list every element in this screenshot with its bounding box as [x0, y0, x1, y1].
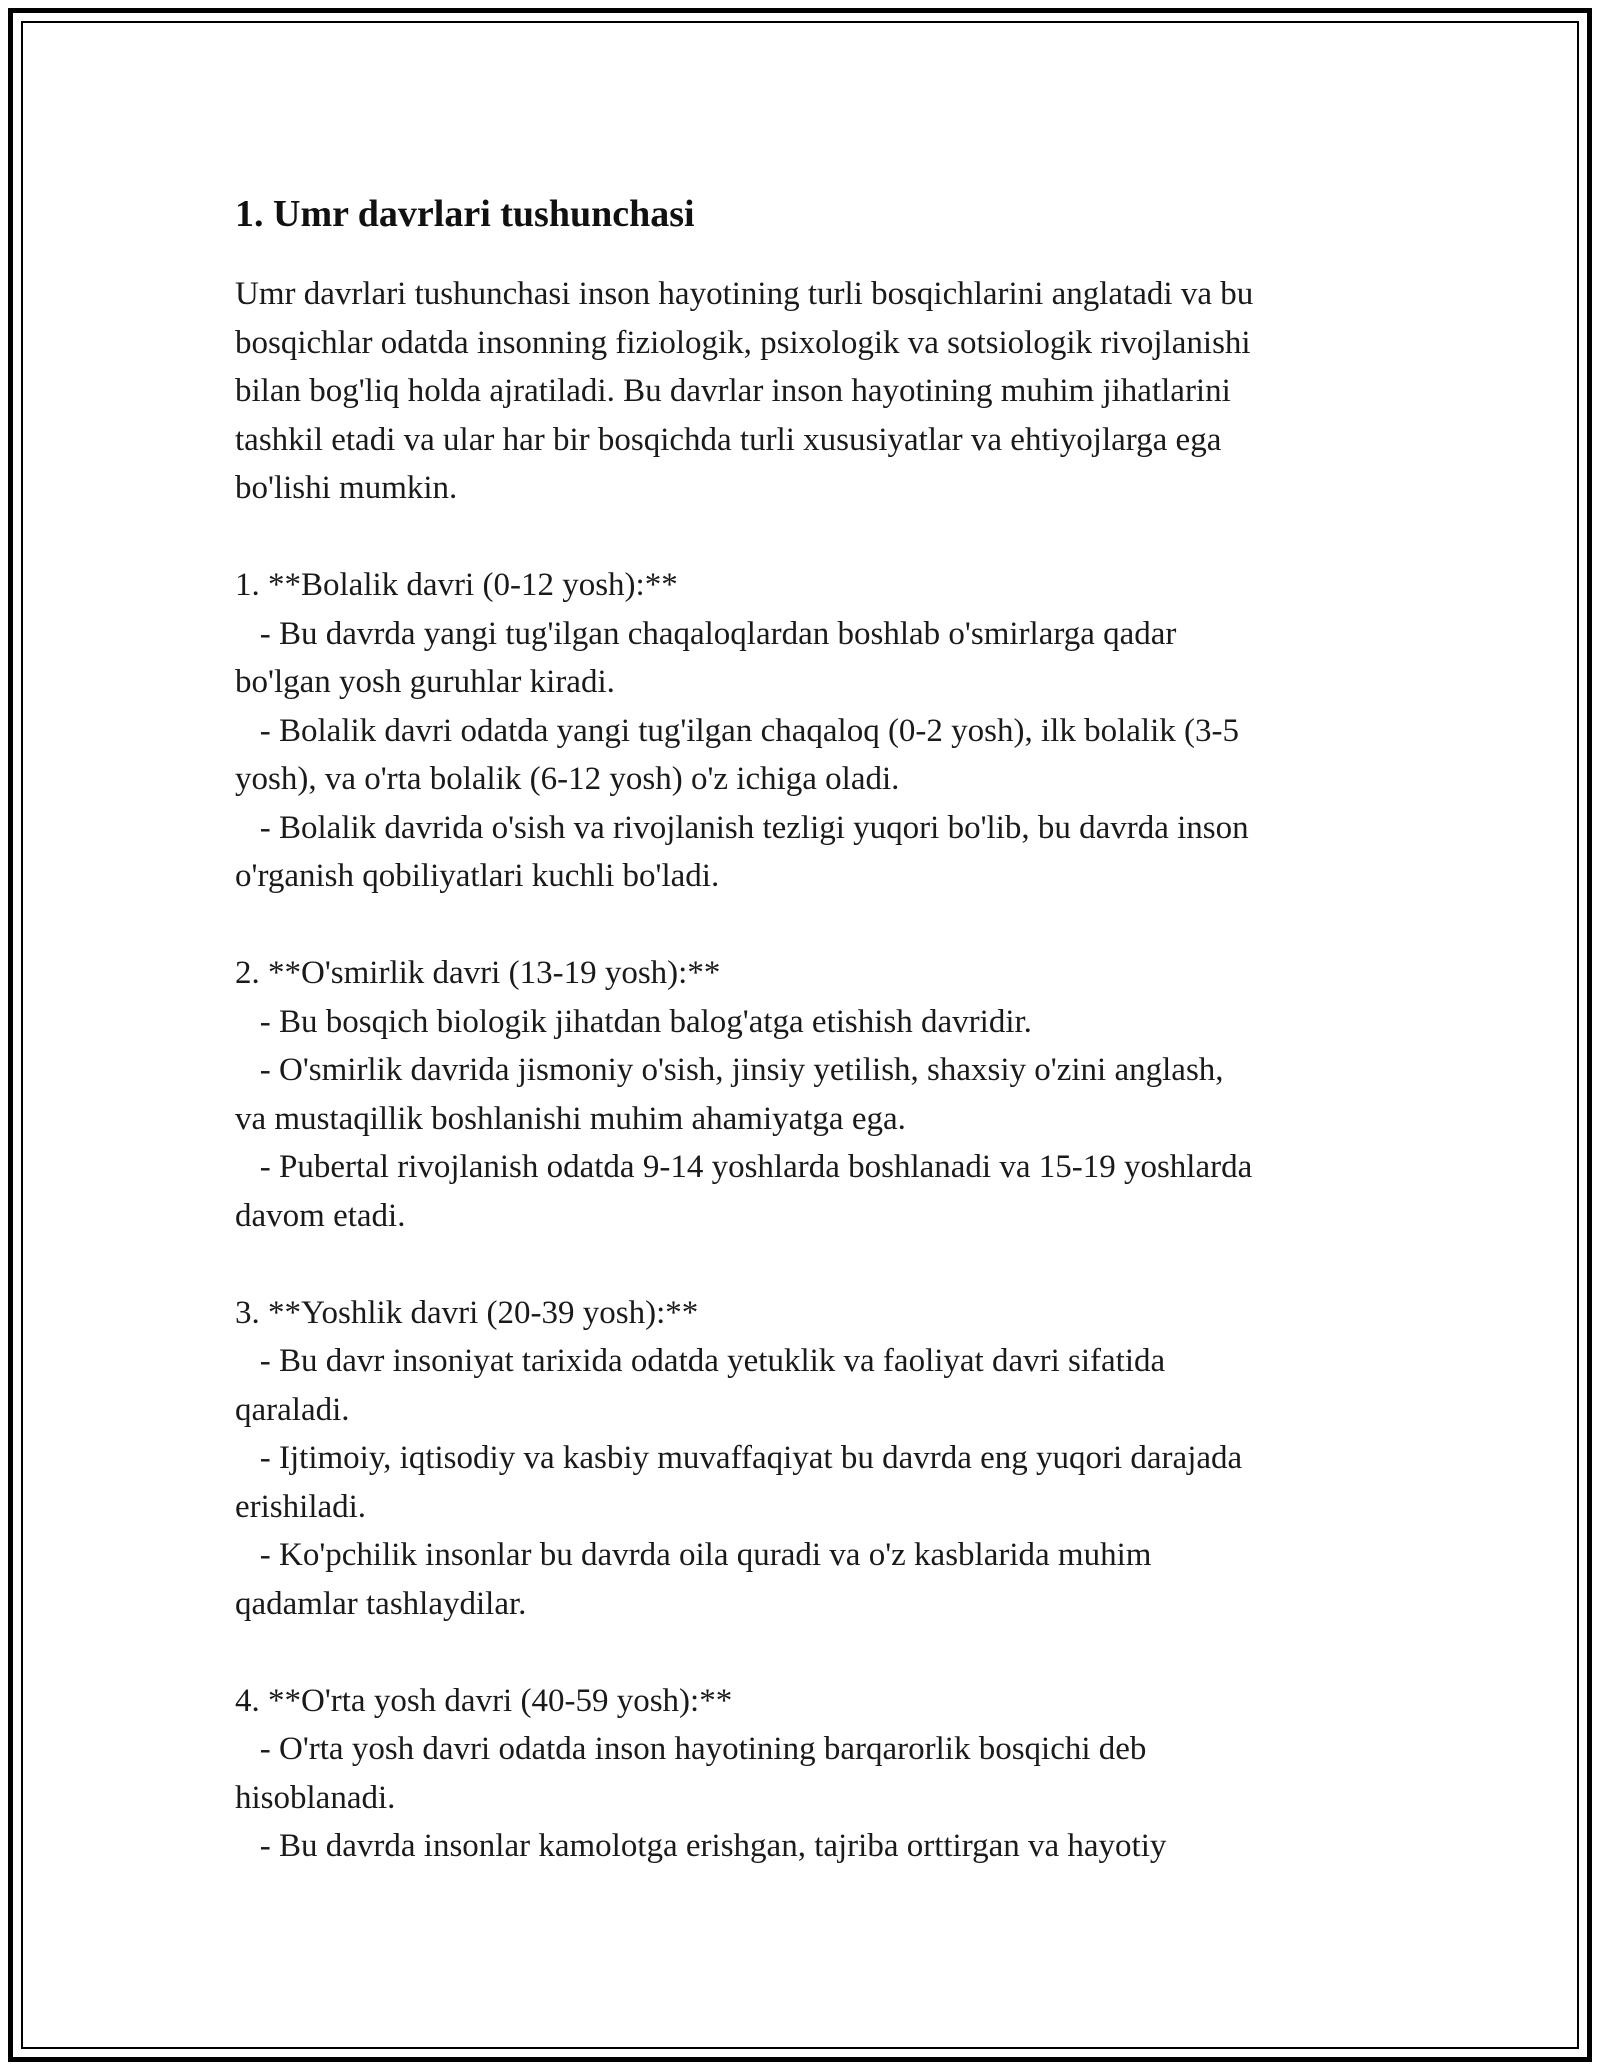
page-title: 1. Umr davrlari tushunchasi: [235, 193, 695, 235]
body-text: Umr davrlari tushunchasi inson hayotining turli bosqichlarini anglatadi va bu bosqichlar odatda insonning fiziologik, psixologik va sotsiologik rivojlanishi bilan bog'liq holda ajratiladi. Bu davrlar inson hayotining muhim jihatlarini tashkil etadi va ular har bir bosqichda turli xususiyatlar va ehtiyojlarga ega bo'lishi mumkin. 1. **Bolalik davri (0-12 yosh):** - Bu davrda yangi tug'ilgan chaqaloqlardan boshlab o'smirlarga qadar bo'lgan yosh guruhlar kiradi. - Bolalik davri odatda yangi tug'ilgan chaqaloq (0-2 yosh), ilk bolalik (3-5 yosh), va o'rta bolalik (6-12 yosh) o'z ichiga oladi. - Bolalik davrida o'sish va rivojlanish tezligi yuqori bo'lib, bu davrda inson o'rganish qobiliyatlari kuchli bo'ladi. 2. **O'smirlik davri (13-19 yosh):** - Bu bosqich biologik jihatdan balog'atga etishish davridir. - O'smirlik davrida jismoniy o'sish, jinsiy yetilish, shaxsiy o'zini anglash, va mustaqillik boshlanishi muhim ahamiyatga ega. - Pubertal rivojlanish odatda 9-14 yoshlarda boshlanadi va 15-19 yoshlarda davom etadi. 3. **Yoshlik davri (20-39 yosh):** - Bu davr insoniyat tarixida odatda yetuklik va faoliyat davri sifatida qaraladi. - Ijtimoiy, iqtisodiy va kasbiy muvaffaqiyat bu davrda eng yuqori darajada erishiladi. - Ko'pchilik insonlar bu davrda oila quradi va o'z kasblarida muhim qadamlar tashlaydilar. 4. **O'rta yosh davri (40-59 yosh):** - O'rta yosh davri odatda inson hayotining barqarorlik bosqichi deb hisoblanadi. - Bu davrda insonlar kamolotga erishgan, tajriba orttirgan va hayotiy: [235, 276, 1254, 1864]
document-content: [235, 186, 1385, 1871]
